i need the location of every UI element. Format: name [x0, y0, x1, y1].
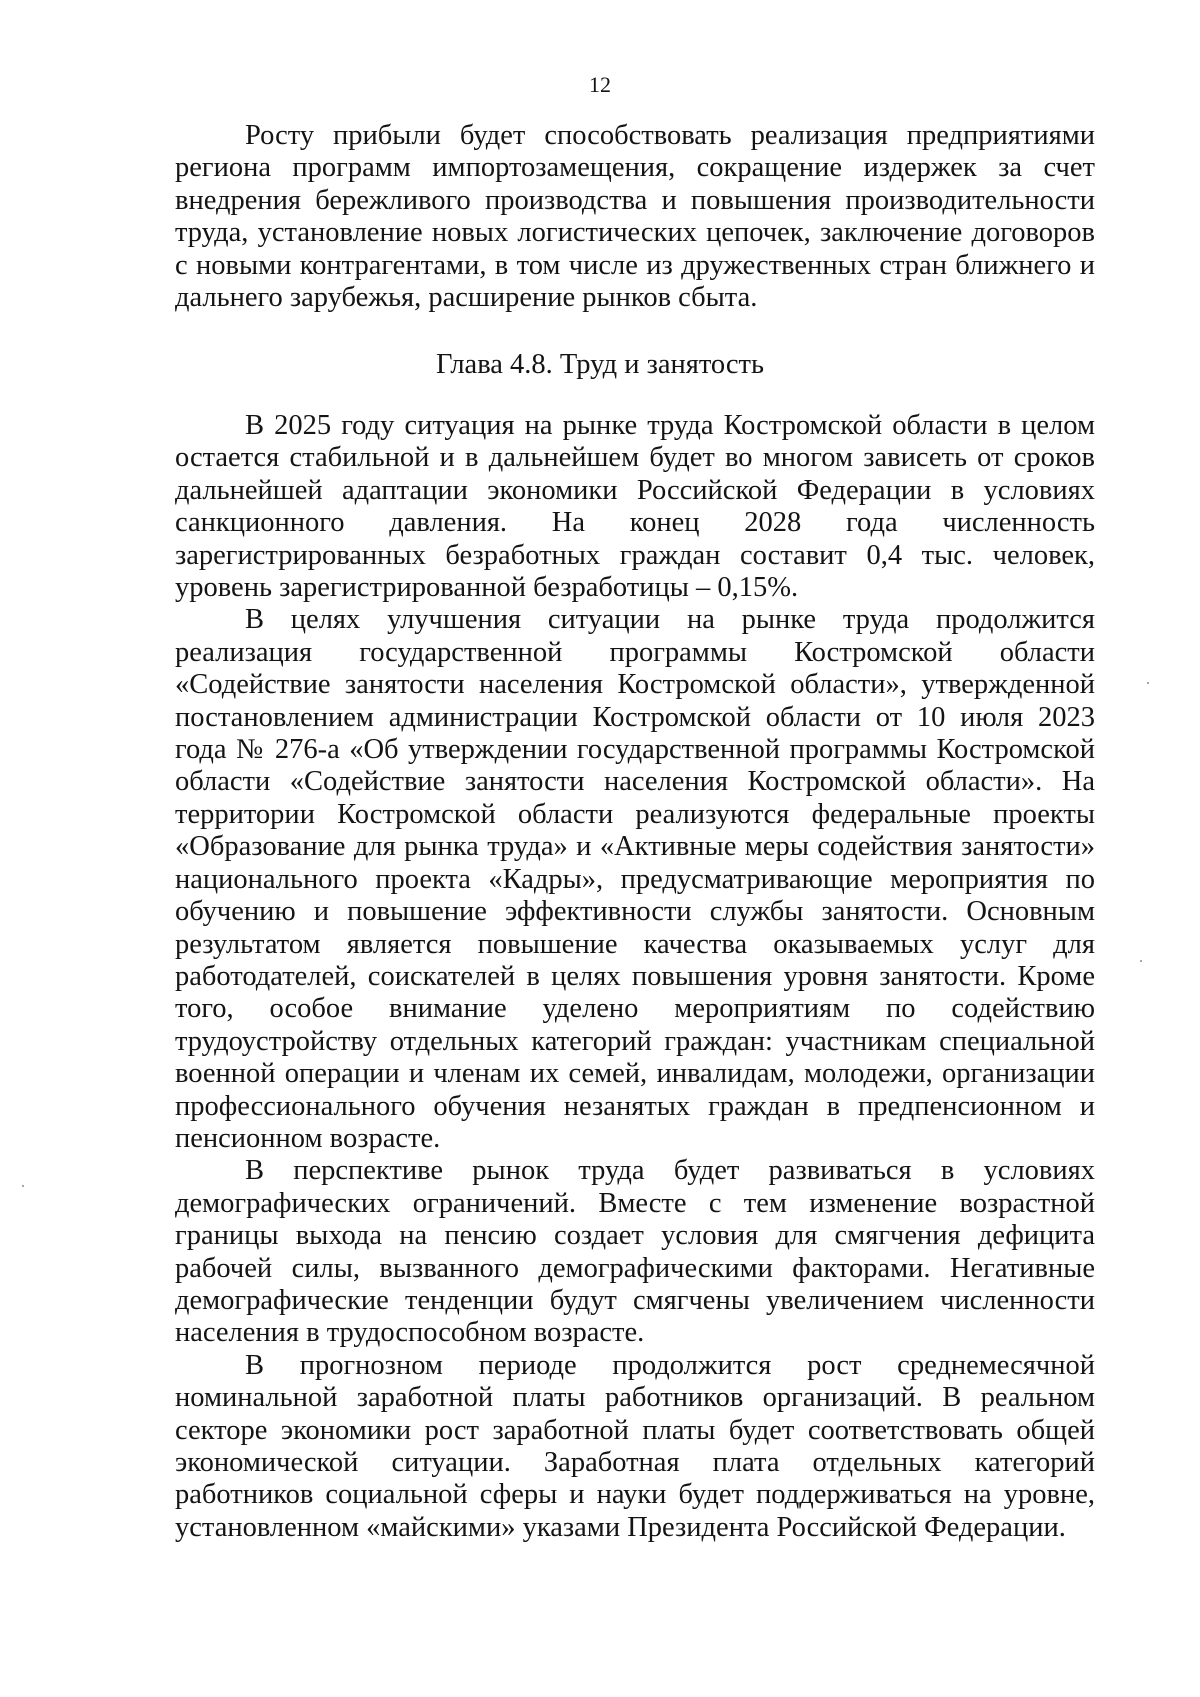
chapter-body: [175, 410, 1095, 1544]
paragraph: В 2025 году ситуация на рынке труда Костромской области в целом остается стабильной и в дальнейшем будет во многом зависеть от сроков дальнейшей адаптации экономики Российской Федерации в условиях санкционного давления. На конец 2028 года численность зарегистрированных безработных граждан составит 0,4 тыс. человек, уровень зарегистрированной безработицы – 0,15%.: [175, 410, 1095, 604]
scan-speck: [1140, 960, 1142, 962]
paragraph: Росту прибыли будет способствовать реализация предприятиями региона программ импортозамещения, сокращение издержек за счет внедрения бережливого производства и повышения производительности труда, установление новых логистических цепочек, заключение договоров с новыми контрагентами, в том числе из дружественных стран ближнего и дальнего зарубежья, расширение рынков сбыта.: [175, 120, 1095, 314]
paragraph: В целях улучшения ситуации на рынке труда продолжится реализация государственной программы Костромской области «Содействие занятости населения Костромской области», утвержденной постановлением администрации Костромской области от 10 июля 2023 года № 276-а «Об утверждении государственной программы Костромской области «Содействие занятости населения Костромской области». На территории Костромской области реализуются федеральные проекты «Образование для рынка труда» и «Активные меры содействия занятости» национального проекта «Кадры», предусматривающие мероприятия по обучению и повышение эффективности службы занятости. Основным результатом является повышение качества оказываемых услуг для работодателей, соискателей в целях повышения уровня занятости. Кроме того, особое внимание уделено мероприятиям по содействию трудоустройству отдельных категорий граждан: участникам специальной военной операции и членам их семей, инвалидам, молодежи, организации профессионального обучения незанятых граждан в предпенсионном и пенсионном возрасте.: [175, 604, 1095, 1154]
chapter-heading: Глава 4.8. Труд и занятость: [435, 349, 764, 380]
paragraph: В прогнозном периоде продолжится рост среднемесячной номинальной заработной платы работников организаций. В реальном секторе экономики рост заработной платы будет соответствовать общей экономической ситуации. Заработная плата отдельных категорий работников социальной сферы и науки будет поддерживаться на уровне, установленном «майскими» указами Президента Российской Федерации.: [175, 1349, 1095, 1543]
page-number: 12: [589, 72, 611, 97]
scan-speck: [1147, 682, 1149, 684]
intro-section: [175, 120, 1095, 314]
scan-speck: [22, 1185, 24, 1187]
paragraph: В перспективе рынок труда будет развиваться в условиях демографических ограничений. Вместе с тем изменение возрастной границы выхода на пенсию создает условия для смягчения дефицита рабочей силы, вызванного демографическими факторами. Негативные демографические тенденции будут смягчены увеличением численности населения в трудоспособном возрасте.: [175, 1155, 1095, 1349]
